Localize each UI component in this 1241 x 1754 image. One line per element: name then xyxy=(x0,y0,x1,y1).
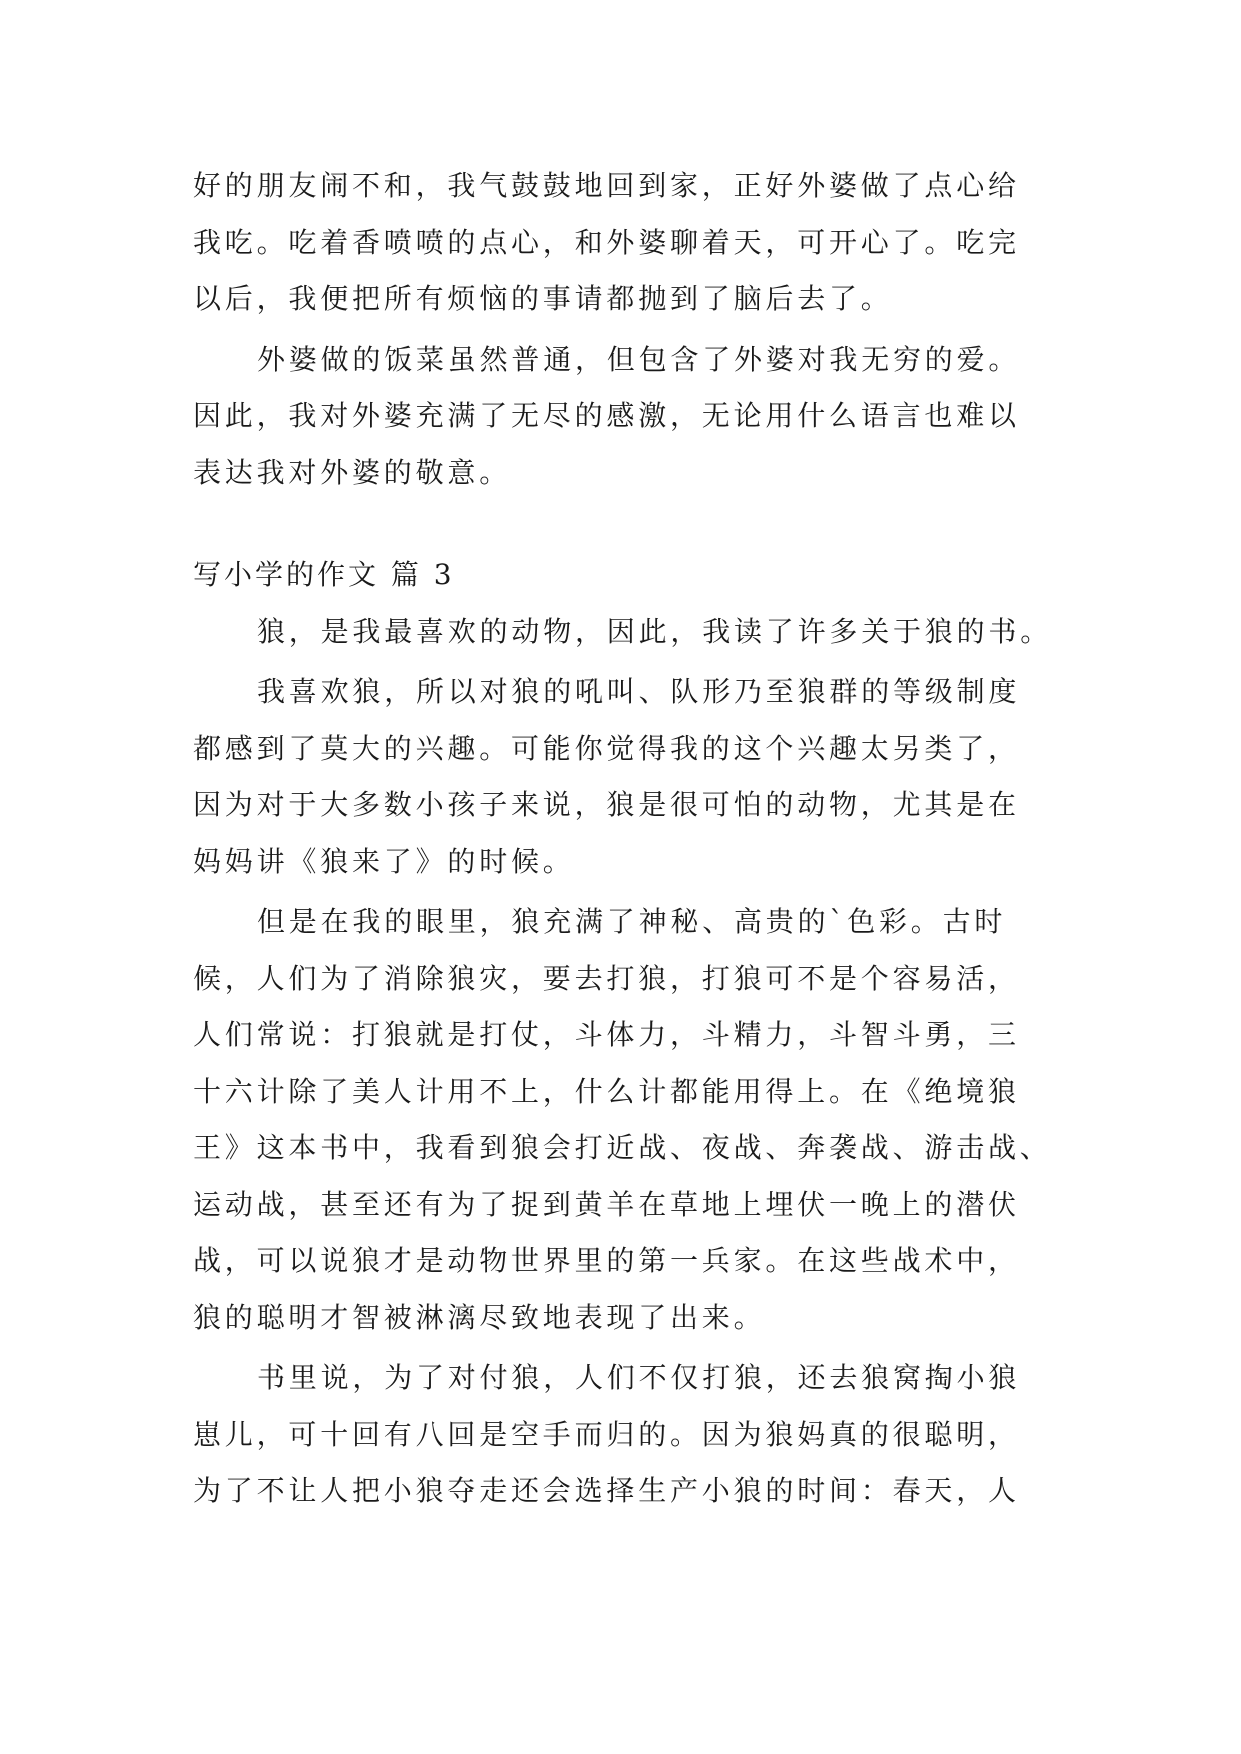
paragraph-line: 表达我对外婆的敬意。 xyxy=(193,455,512,489)
paragraph-line: 我吃。吃着香喷喷的点心，和外婆聊着天，可开心了。吃完 xyxy=(193,225,1020,259)
paragraph-line: 都感到了莫大的兴趣。可能你觉得我的这个兴趣太另类了， xyxy=(193,731,1020,765)
document-body xyxy=(193,158,1061,1520)
paragraph-line: 因为对于大多数小孩子来说，狼是很可怕的动物，尤其是在 xyxy=(193,788,1020,821)
paragraph-line: 以后，我便把所有烦恼的事请都抛到了脑后去了。 xyxy=(193,282,893,315)
paragraph-line: 书里说，为了对付狼，人们不仅打狼，还去狼窝掏小狼 xyxy=(257,1361,1021,1394)
paragraph-line: 好的朋友闹不和，我气鼓鼓地回到家，正好外婆做了点心给 xyxy=(193,169,1020,202)
paragraph-line: 妈妈讲《狼来了》的时候。 xyxy=(193,844,575,878)
paragraph-line: 十六计除了美人计用不上，什么计都能用得上。在《绝境狼 xyxy=(193,1074,1020,1108)
paragraph-line: 战，可以说狼才是动物世界里的第一兵家。在这些战术中， xyxy=(193,1244,1020,1277)
paragraph-line: 运动战，甚至还有为了捉到黄羊在草地上埋伏一晚上的潜伏 xyxy=(193,1187,1020,1221)
paragraph-line: 崽儿，可十回有八回是空手而归的。因为狼妈真的很聪明， xyxy=(193,1417,1020,1451)
section-heading: 写小学的作文 篇 3 xyxy=(193,558,455,591)
paragraph-line: 狼的聪明才智被淋漓尽致地表现了出来。 xyxy=(193,1300,766,1334)
paragraph-line: 候，人们为了消除狼灾，要去打狼，打狼可不是个容易活， xyxy=(193,961,1020,995)
paragraph-line: 狼，是我最喜欢的动物，因此，我读了许多关于狼的书。 xyxy=(257,614,1053,648)
paragraph-line: 因此，我对外婆充满了无尽的感激，无论用什么语言也难以 xyxy=(193,399,1020,432)
paragraph-line: 人们常说：打狼就是打仗，斗体力，斗精力，斗智斗勇，三 xyxy=(193,1018,1020,1051)
paragraph-line: 王》这本书中，我看到狼会打近战、夜战、奔袭战、游击战、 xyxy=(193,1131,1052,1164)
paragraph-line: 但是在我的眼里，狼充满了神秘、高贵的`色彩。古时 xyxy=(257,905,1007,938)
paragraph-line: 为了不让人把小狼夺走还会选择生产小狼的时间：春天，人 xyxy=(193,1474,1020,1507)
paragraph-line: 我喜欢狼，所以对狼的吼叫、队形乃至狼群的等级制度 xyxy=(257,675,1021,708)
paragraph-line: 外婆做的饭菜虽然普通，但包含了外婆对我无穷的爱。 xyxy=(257,342,1021,376)
